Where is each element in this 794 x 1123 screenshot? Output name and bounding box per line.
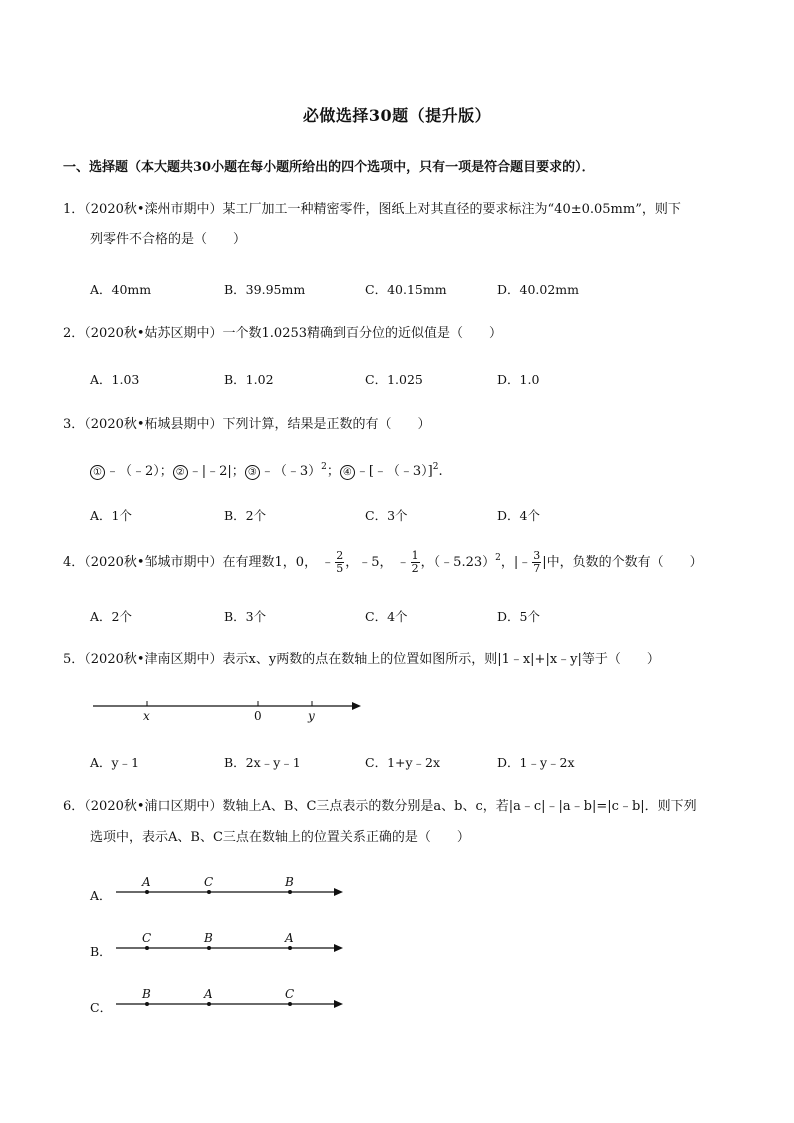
question-4-prefix: 4．（2020秋•邹城市期中）在有理数1，0，: [63, 555, 318, 570]
question-2-line1: 2．（2020秋•姑苏区期中）一个数1.0253精确到百分位的近似值是（ ）: [63, 326, 503, 341]
section-heading: 一、选择题（本大题共30小题在每小题所给出的四个选项中，只有一项是符合题目要求的）．: [63, 160, 595, 175]
question-1-option-a[interactable]: A．40mm: [90, 282, 152, 297]
question-5-option-b[interactable]: B．2x﹣y﹣1: [224, 755, 301, 770]
question-6-option-a-label[interactable]: A．: [90, 888, 112, 903]
question-5-line1: 5．（2020秋•津南区期中）表示x、y两数的点在数轴上的位置如图所示，则|1﹣x|+|x﹣y|等于（ ）: [63, 652, 660, 667]
question-1-option-d[interactable]: D．40.02mm: [497, 282, 580, 297]
question-4-option-a[interactable]: A．2个: [90, 609, 132, 624]
expr-part-4b: .: [438, 464, 443, 479]
question-1-line1: 1．（2020秋•滦州市期中）某工厂加工一种精密零件，图纸上对其直径的要求标注为“40±0.05mm”，则下: [63, 202, 681, 217]
axis-label-y: y: [308, 709, 315, 723]
question-3-option-c[interactable]: C．3个: [365, 508, 408, 523]
question-4-mid3: ，|﹣: [500, 555, 532, 570]
point-label: B: [204, 931, 213, 945]
point-dot: [288, 946, 292, 950]
question-3-option-a[interactable]: A．1个: [90, 508, 132, 523]
question-3-line1: 3．（2020秋•柘城县期中）下列计算，结果是正数的有（ ）: [63, 417, 431, 432]
axis-arrow: [334, 1000, 343, 1008]
option-a-number-line[interactable]: [116, 875, 343, 896]
expr-part-3b: ；: [326, 464, 340, 479]
question-2-option-a[interactable]: A．1.03: [90, 372, 140, 387]
option-c-number-line[interactable]: [116, 987, 343, 1008]
question-5-option-a[interactable]: A．y﹣1: [90, 755, 140, 770]
circled-number-3: ③: [245, 465, 260, 480]
minus-sign: ﹣: [321, 555, 335, 570]
question-4-option-b[interactable]: B．3个: [224, 609, 267, 624]
denominator: 5: [336, 562, 344, 575]
question-1-option-c[interactable]: C．40.15mm: [365, 282, 447, 297]
question-2-option-d[interactable]: D．1.0: [497, 372, 540, 387]
expr-part-2: ﹣|﹣2|；: [188, 464, 245, 479]
point-dot: [145, 890, 149, 894]
axis-arrow: [334, 944, 343, 952]
question-6-option-b-label[interactable]: B．: [90, 944, 112, 959]
numerator: 2: [336, 549, 344, 562]
axis-label-x: x: [143, 709, 150, 723]
axis-arrow: [334, 888, 343, 896]
question-3-option-b[interactable]: B．2个: [224, 508, 267, 523]
point-dot: [207, 1002, 211, 1006]
option-b-number-line[interactable]: [116, 931, 343, 952]
numerator: 3: [533, 549, 541, 562]
question-3-option-d[interactable]: D．4个: [497, 508, 540, 523]
question-4-option-c[interactable]: C．4个: [365, 609, 408, 624]
point-dot: [145, 1002, 149, 1006]
question-2-option-c[interactable]: C．1.025: [365, 372, 423, 387]
point-label: B: [285, 875, 294, 889]
circled-number-4: ④: [340, 465, 355, 480]
question-6-line2: 选项中，表示A、B、C三点在数轴上的位置关系正确的是（ ）: [90, 830, 470, 845]
point-dot: [288, 1002, 292, 1006]
question-5-option-c[interactable]: C．1+y﹣2x: [365, 755, 441, 770]
numerator: 1: [411, 549, 419, 562]
point-label: C: [204, 875, 214, 889]
point-dot: [145, 946, 149, 950]
question-4-mid2: ，（﹣5.23）: [420, 555, 496, 570]
question-4-suffix: |中，负数的个数有（ ）: [542, 555, 703, 570]
denominator: 2: [411, 562, 419, 575]
question-1-option-b[interactable]: B．39.95mm: [224, 282, 306, 297]
point-label: A: [142, 875, 151, 889]
exponent: 2: [321, 462, 327, 472]
expr-part-4: ﹣[﹣（﹣3）]: [355, 464, 433, 479]
point-dot: [207, 890, 211, 894]
point-label: B: [142, 987, 151, 1001]
point-label: C: [285, 987, 295, 1001]
axis-label-zero: 0: [254, 709, 262, 723]
question-4-mid1: ，﹣5，: [345, 555, 393, 570]
question-6-line1: 6．（2020秋•浦口区期中）数轴上A、B、C三点表示的数分别是a、b、c，若|a﹣c|﹣|a﹣b|=|c﹣b|．则下列: [63, 799, 697, 814]
question-1-line2: 列零件不合格的是（ ）: [90, 232, 247, 247]
circled-number-1: ①: [90, 465, 105, 480]
point-dot: [288, 890, 292, 894]
question-5-option-d[interactable]: D．1﹣y﹣2x: [497, 755, 575, 770]
point-dot: [207, 946, 211, 950]
question-6-option-c-label[interactable]: C．: [90, 1000, 113, 1015]
point-label: A: [285, 931, 294, 945]
exponent: 2: [495, 553, 501, 563]
point-label: A: [204, 987, 213, 1001]
point-label: C: [142, 931, 152, 945]
exponent: 2: [432, 462, 439, 472]
expr-part-3: ﹣（﹣3）: [260, 464, 322, 479]
question-4-option-d[interactable]: D．5个: [497, 609, 540, 624]
denominator: 7: [533, 562, 541, 575]
circled-number-2: ②: [173, 465, 188, 480]
question-2-option-b[interactable]: B．1.02: [224, 372, 274, 387]
minus-sign: ﹣: [396, 555, 410, 570]
page-title: 必做选择30题（提升版）: [302, 106, 492, 125]
expr-part-1: ﹣（﹣2）；: [106, 464, 173, 479]
